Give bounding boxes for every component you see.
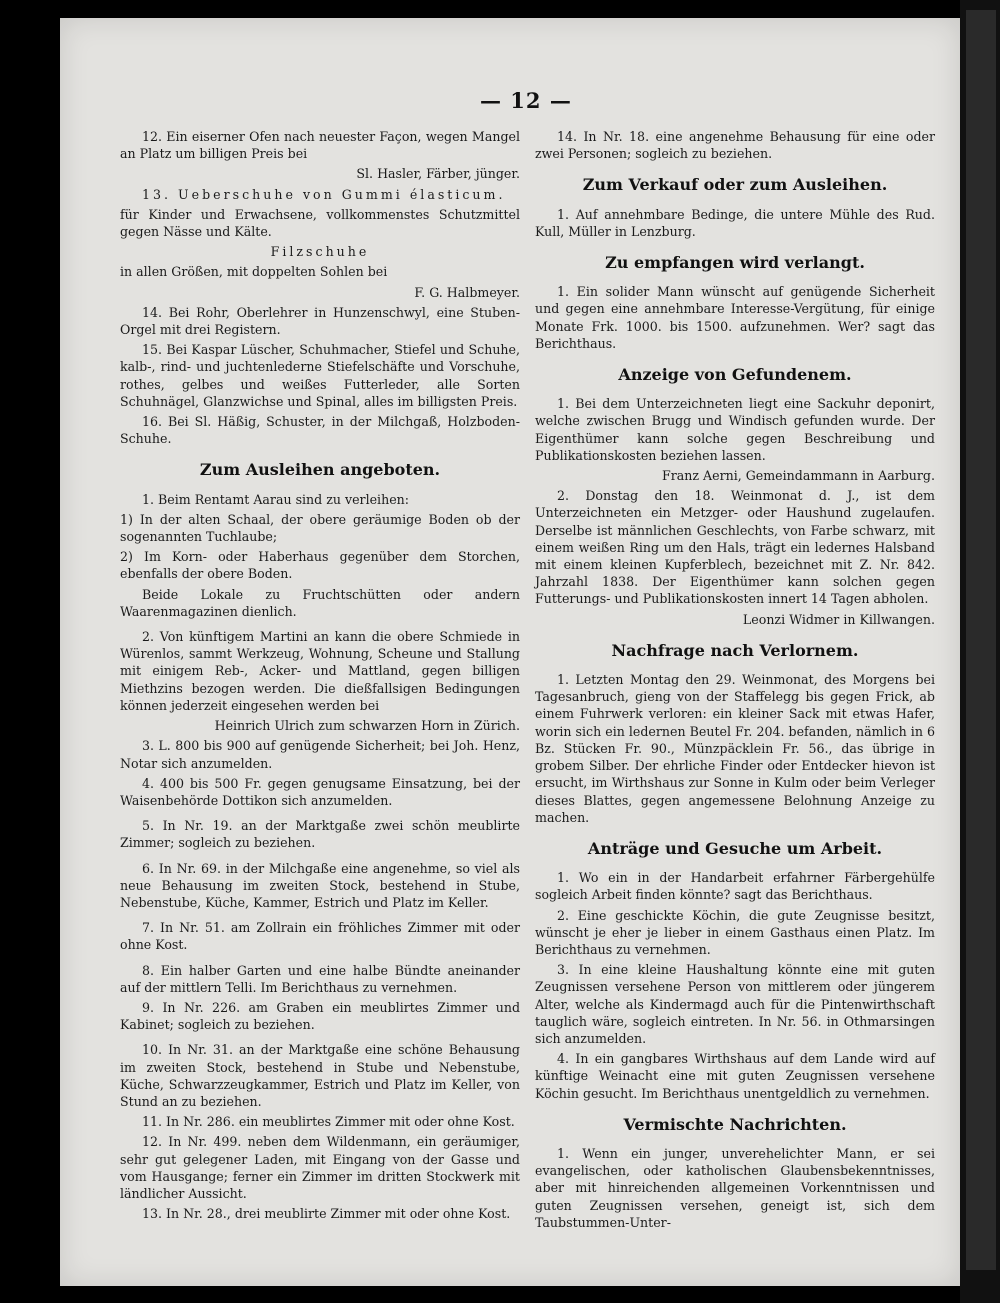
section-heading: Vermischte Nachrichten. (623, 1114, 847, 1134)
section-heading: Zum Verkauf oder zum Ausleihen. (582, 175, 888, 195)
ad-paragraph: 1. Auf annehmbare Bedinge, die untere Mühle des Rud. Kull, Müller in Lenzburg. (535, 206, 935, 239)
ad-paragraph: 5. In Nr. 19. an der Marktgaße zwei schön meublirte Zimmer; sogleich zu beziehen. (120, 818, 520, 851)
right-column (535, 128, 935, 1234)
ad-paragraph: 3. In eine kleine Haushaltung könnte eine mit guten Zeugnissen versehene Person von mittlerem oder jüngerem Alter, welche als Kindermagd auch für die Pintenwirthschaft tauglich wäre, sogleich eintreten. In Nr. 56. in Othmarsingen sich anzumelden. (535, 962, 935, 1046)
ad-signature: F. G. Halbmeyer. (414, 284, 520, 300)
section-heading: Nachfrage nach Verlornem. (611, 640, 859, 660)
ad-paragraph: 12. In Nr. 499. neben dem Wildenmann, ein geräumiger, sehr gut gelegener Laden, mit Eingang von der Gasse und vom Hausgange; ferner ein Zimmer im dritten Stockwerk mit ländlicher Aussicht. (120, 1134, 520, 1201)
ad-paragraph: 10. In Nr. 31. an der Marktgaße eine schöne Behausung im zweiten Stock, bestehend in Stube und Nebenstube, Küche, Schwarzzeugkammer, Estrich und Platz im Keller, von Stund an zu beziehen. (120, 1042, 520, 1109)
ad-paragraph: 11. In Nr. 286. ein meublirtes Zimmer mit oder ohne Kost. (142, 1114, 515, 1130)
next-page-edge (960, 0, 1000, 1303)
left-column (120, 128, 520, 1225)
ad-paragraph: 1. Ein solider Mann wünscht auf genügende Sicherheit und gegen eine annehmbare Interesse-Vergütung, für einige Monate Frk. 1000. bis 1500. aufzunehmen. Wer? sagt das Berichthaus. (535, 284, 935, 351)
ad-paragraph: für Kinder und Erwachsene, vollkommenstes Schutzmittel gegen Nässe und Kälte. (120, 206, 520, 240)
ad-paragraph: 12. Ein eiserner Ofen nach neuester Façon, wegen Mangel an Platz um billigen Preis bei (120, 129, 520, 162)
ad-paragraph: 4. In ein gangbares Wirthshaus auf dem Lande wird auf künftige Weinacht eine mit guten Zeugnissen versehene Köchin gesucht. Im Berichthaus unentgeldlich zu vernehmen. (535, 1051, 935, 1101)
ad-subtitle: Filzschuhe (270, 244, 370, 260)
ad-signature: Franz Aerni, Gemeindammann in Aarburg. (662, 468, 935, 484)
ad-paragraph: 8. Ein halber Garten und eine halbe Bündte aneinander auf der mittlern Telli. Im Berichthaus zu vernehmen. (120, 962, 520, 995)
ad-paragraph: 13. In Nr. 28., drei meublirte Zimmer mit oder ohne Kost. (142, 1206, 511, 1222)
ad-paragraph: 15. Bei Kaspar Lüscher, Schuhmacher, Stiefel und Schuhe, kalb-, rind- und juchtenlederne Stiefelschäfte und Vorschuhe, rothes, gelbes und weißes Futterleder, alle Sorten Schuhnägel, Glanzwichse und Spinal, alles im billigsten Preis. (120, 342, 520, 409)
page-number: — 12 — (480, 88, 572, 113)
ad-paragraph: 3. L. 800 bis 900 auf genügende Sicherheit; bei Joh. Henz, Notar sich anzumelden. (120, 738, 520, 771)
ad-paragraph: 1. Wenn ein junger, unverehelichter Mann, er sei evangelischen, oder katholischen Glaubensbekenntnisses, aber mit hinreichenden allgemeinen Vorkenntnissen und guten Zeugnissen versehen, geneigt ist, sich dem Taubstummen-Unter- (535, 1145, 935, 1230)
ad-paragraph: 4. 400 bis 500 Fr. gegen genugsame Einsatzung, bei der Waisenbehörde Dottikon sich anzumelden. (120, 775, 520, 808)
ad-paragraph: 2. Donstag den 18. Weinmonat d. J., ist dem Unterzeichneten ein Metzger- oder Haushund zugelaufen. Derselbe ist männlichen Geschlechts, von Farbe schwarz, mit einem weißen Ring um den Hals, trägt ein ledernes Halsband mit einem kleinen Kupferblech, bezeichnet mit Z. Nr. 842. Jahrzahl 1838. Der Eigenthümer kann solchen gegen Futterungs- und Publikationskosten innert 14 Tagen abholen. (535, 488, 935, 607)
ad-paragraph: 1. Wo ein in der Handarbeit erfahrner Färbergehülfe sogleich Arbeit finden könnte? sagt das Berichthaus. (535, 870, 935, 903)
ad-signature: Sl. Hasler, Färber, jünger. (356, 166, 520, 182)
ad-title: 13. Ueberschuhe von Gummi élasticum. (142, 186, 506, 202)
ad-paragraph: in allen Größen, mit doppelten Sohlen bei (120, 264, 388, 280)
ad-paragraph: 14. Bei Rohr, Oberlehrer in Hunzenschwyl, eine Stuben-Orgel mit drei Registern. (120, 304, 520, 338)
ad-paragraph: 6. In Nr. 69. in der Milchgaße eine angenehme, so viel als neue Behausung im zweiten Stock, bestehend in Stube, Nebenstube, Küche, Kammer, Estrich und Platz im Keller. (120, 860, 520, 910)
ad-paragraph: 2. Von künftigem Martini an kann die obere Schmiede in Würenlos, sammt Werkzeug, Wohnung, Scheune und Stallung mit einigem Reb-, Acker- und Mattland, gegen billigen Miethzins bezogen werden. Die dießfallsigen Bedingungen können jederzeit eingesehen werden bei (120, 629, 520, 713)
ad-paragraph: Beide Lokale zu Fruchtschütten oder andern Waarenmagazinen dienlich. (120, 586, 520, 619)
section-heading: Anträge und Gesuche um Arbeit. (587, 838, 883, 858)
ad-signature: Leonzi Widmer in Killwangen. (742, 611, 935, 627)
ad-paragraph: 7. In Nr. 51. am Zollrain ein fröhliches Zimmer mit oder ohne Kost. (120, 920, 520, 953)
ad-signature: Heinrich Ulrich zum schwarzen Horn in Zürich. (214, 718, 520, 734)
ad-paragraph: 9. In Nr. 226. am Graben ein meublirtes Zimmer und Kabinet; sogleich zu beziehen. (120, 999, 520, 1033)
ad-paragraph: 16. Bei Sl. Häßig, Schuster, in der Milchgaß, Holzboden-Schuhe. (120, 414, 520, 447)
next-page-sliver (966, 10, 996, 1270)
section-heading: Zu empfangen wird verlangt. (605, 253, 865, 273)
section-heading: Zum Ausleihen angeboten. (199, 460, 441, 480)
ad-paragraph: 14. In Nr. 18. eine angenehme Behausung für eine oder zwei Personen; sogleich zu beziehen. (535, 129, 935, 162)
ad-paragraph: 1. Beim Rentamt Aarau sind zu verleihen: (142, 491, 409, 507)
section-heading: Anzeige von Gefundenem. (618, 365, 852, 385)
ad-paragraph: 2) Im Korn- oder Haberhaus gegenüber dem Storchen, ebenfalls der obere Boden. (120, 549, 520, 582)
ad-paragraph: 1. Letzten Montag den 29. Weinmonat, des Morgens bei Tagesanbruch, gieng von der Staffelegg bis gegen Frick, ab einem Fuhrwerk verloren: ein kleiner Sack mit etwas Hafer, worin sich ein ledernen Beutel Fr. 204. befanden, nämlich in 6 Bz. Stücken Fr. 90., Münzpäcklein Fr. 56., das übrige in grobem Silber. Der ehrliche Finder oder Entdecker hievon ist ersucht, im Wirthshaus zur Sonne in Kulm oder beim Verleger dieses Blattes, gegen angemessene Belohnung Anzeige zu machen. (535, 672, 935, 825)
ad-paragraph: 1. Bei dem Unterzeichneten liegt eine Sackuhr deponirt, welche zwischen Brugg und Windisch gefunden wurde. Der Eigenthümer kann solche gegen Beschreibung und Publikationskosten beziehen lassen. (535, 396, 935, 463)
ad-paragraph: 2. Eine geschickte Köchin, die gute Zeugnisse besitzt, wünscht je eher je lieber in einem Gasthaus einen Platz. Im Berichthaus zu vernehmen. (535, 907, 935, 957)
ad-paragraph: 1) In der alten Schaal, der obere geräumige Boden ob der sogenannten Tuchlaube; (120, 511, 520, 545)
